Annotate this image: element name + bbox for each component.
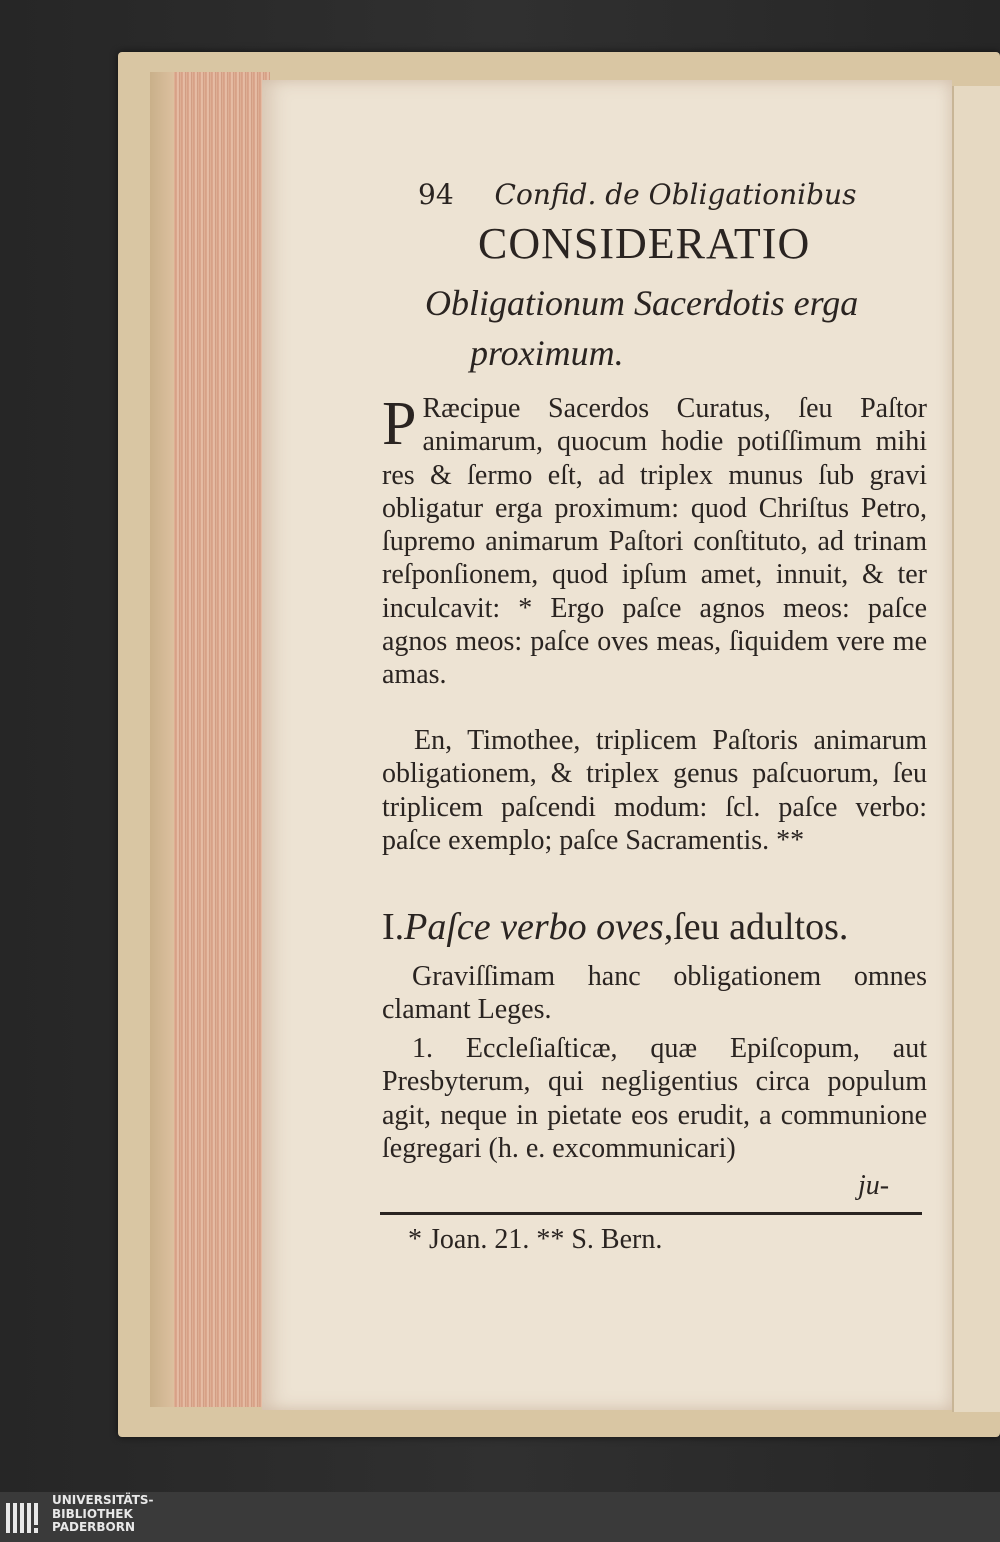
footnote-rule [380,1212,922,1215]
section-heading-rest: ,ſeu adultos. [663,906,849,948]
paragraph-2: En, Timothee, triplicem Paſtoris animarum obligationem, & triplex genus paſcuorum, ſeu triplicem paſcendi modum: ſcl. paſce verbo: paſce exemplo; paſce Sacramentis. ** [382,725,927,856]
logo-line-2: BIBLIOTHEK [52,1506,133,1521]
catchword: ju- [858,1170,890,1201]
subtitle-line-1: Obligationum Sacerdotis erga [425,283,859,323]
paragraph-3: Graviſſimam hanc obligationem omnes clamant Leges. [382,961,927,1026]
footnote: * Joan. 21. ** S. Bern. [408,1224,663,1255]
paragraph-1 [382,392,927,692]
running-head [418,178,856,211]
paragraph-1-text: Ræcipue Sacerdos Curatus, ſeu Paſtor animarum, quocum hodie potiſſimum mihi res & ſermo eſt, ad triplex munus ſub gravi obligatur erga proximum: quod Chriſtus Petro, ſupremo animarum Paſtori conſtituto, ad trinam reſponſionem, quod ipſum amet, innuit, & ter inculcavit: * Ergo paſce agnos meos: paſce agnos meos: paſce oves meas, ſiquidem vere me amas. [382,393,927,691]
page-title: CONSIDERATIO [478,219,811,268]
library-logo-text [52,1494,154,1535]
running-title: Confid. de Obligationibus [494,178,857,211]
logo-line-1: UNIVERSITÄTS- [52,1493,154,1507]
next-page-edge [952,86,1000,1412]
paragraph-4: 1. Eccleſiaſticæ, quæ Epiſcopum, aut Presbyterum, qui negligentius circa populum agit, neque in pietate eos erudit, a communione ſegregari (h. e. excommunicari) [382,1033,927,1164]
drop-cap: P [382,390,417,458]
logo-line-3: PADERBORN [52,1520,136,1534]
subtitle-line-2: proximum. [470,333,624,373]
page-number: 94 [418,178,454,211]
section-heading [382,905,848,949]
library-logo-icon [4,1497,44,1537]
page-block-shade [150,72,174,1407]
section-heading-italic: Paſce verbo oves [404,906,664,948]
section-heading-number: I. [382,906,405,948]
